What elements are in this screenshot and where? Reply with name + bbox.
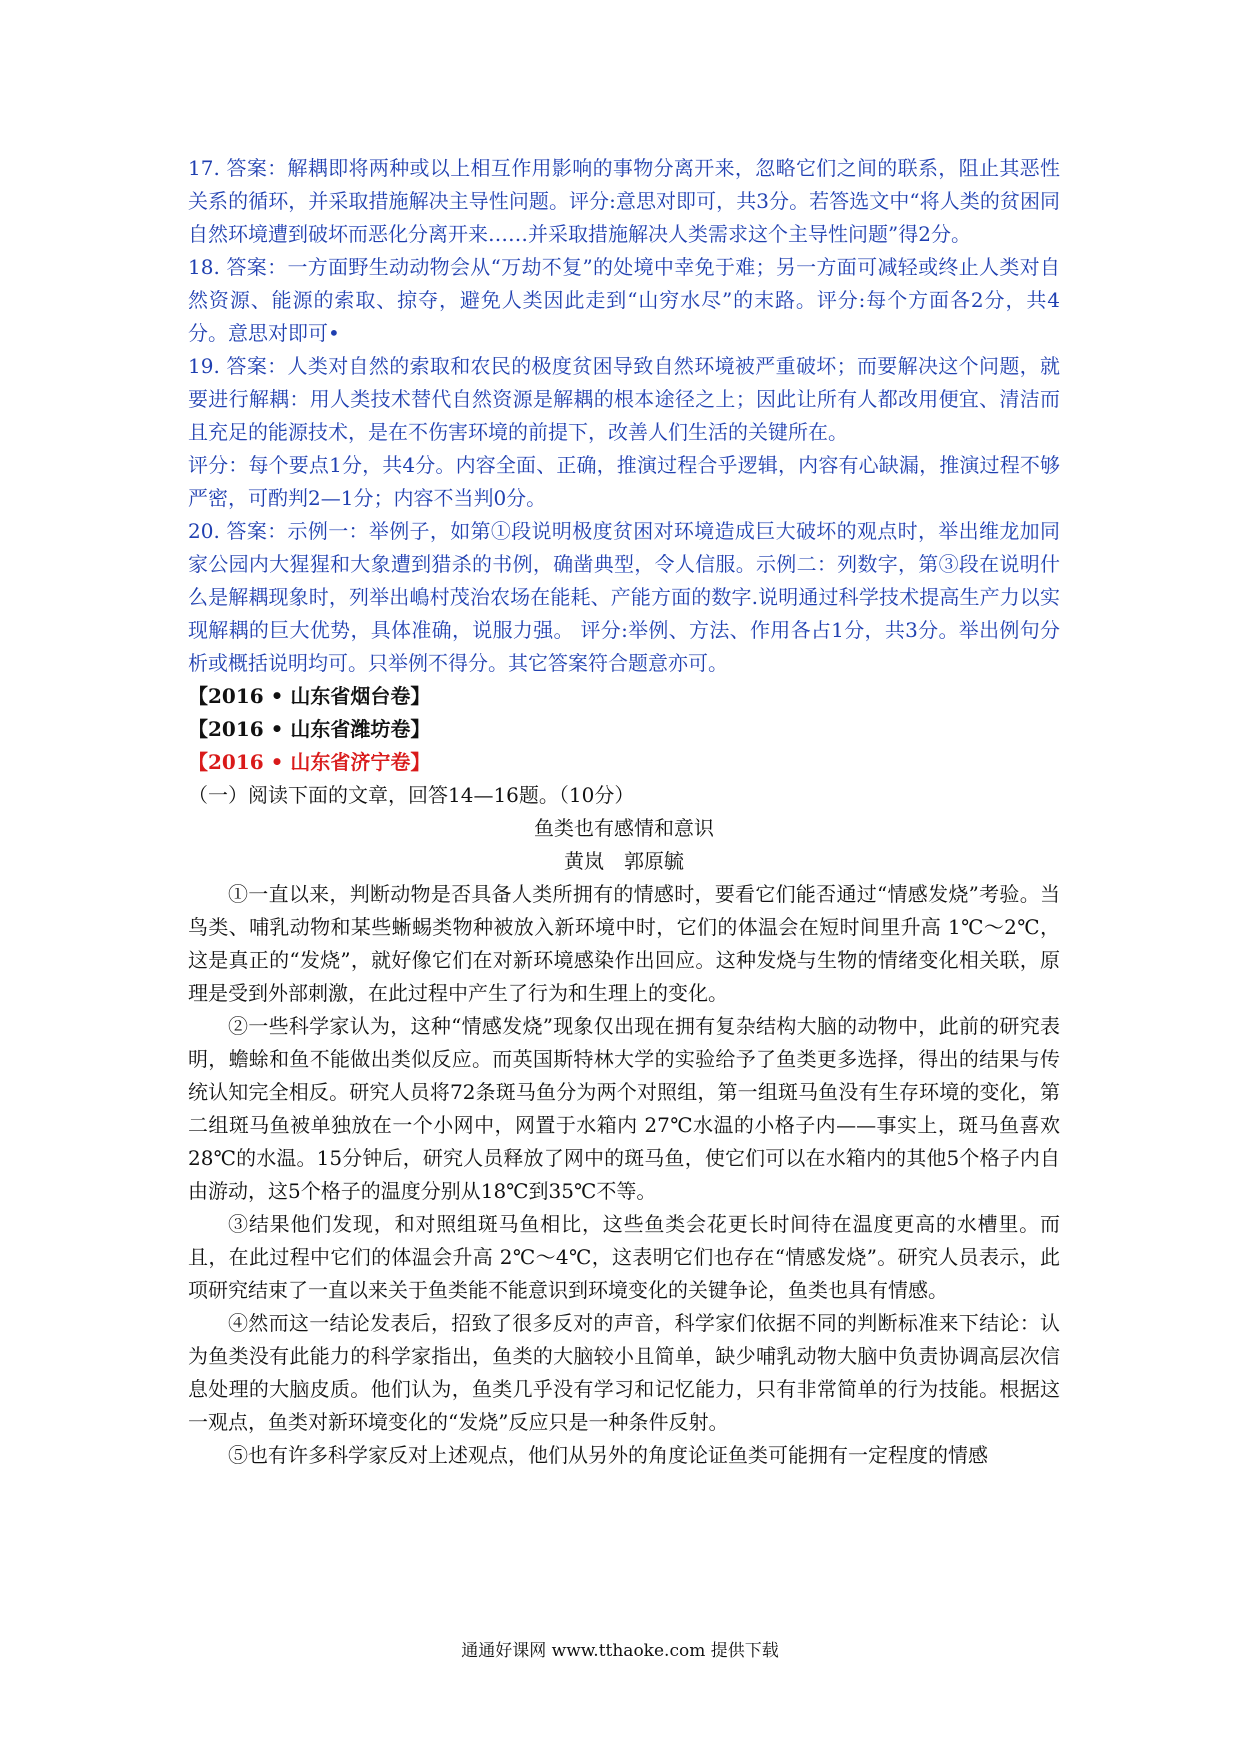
header-jining: 【2016 • 山东省济宁卷】 (188, 750, 431, 774)
answer-19-scoring: 评分：每个要点1分，共4分。内容全面、正确，推演过程合乎逻辑，内容有心缺漏，推演过程不够严密，可酌判2—1分；内容不当判0分。 (188, 453, 1060, 510)
section-instruction: （一）阅读下面的文章，回答14—16题。（10分） (188, 783, 635, 807)
article-paragraph-1: ①一直以来，判断动物是否具备人类所拥有的情感时，要看它们能否通过“情感发烧”考验。当鸟类、哺乳动物和某些蜥蜴类物种被放入新环境中时，它们的体温会在短时间里升高 1℃～2℃，这是真正的“发烧”，就好像它们在对新环境感染作出回应。这种发烧与生物的情绪变化相关联，原理是受到外部刺激，在此过程中产生了行为和生理上的变化。 (188, 882, 1060, 1005)
header-yantai: 【2016 • 山东省烟台卷】 (188, 684, 431, 708)
article-paragraph-4: ④然而这一结论发表后，招致了很多反对的声音，科学家们依据不同的判断标准来下结论：认为鱼类没有此能力的科学家指出，鱼类的大脑较小且简单，缺少哺乳动物大脑中负责协调高层次信息处理的大脑皮质。他们认为，鱼类几乎没有学习和记忆能力，只有非常简单的行为技能。根据这一观点，鱼类对新环境变化的“发烧”反应只是一种条件反射。 (188, 1311, 1060, 1434)
answer-19: 19. 答案：人类对自然的索取和农民的极度贫困导致自然环境被严重破坏；而要解决这个问题，就要进行解耦：用人类技术替代自然资源是解耦的根本途径之上；因此让所有人都改用便宜、清洁而且充足的能源技术，是在不伤害环境的前提下，改善人们生活的关键所在。 (188, 354, 1060, 444)
article-title: 鱼类也有感情和意识 (534, 816, 714, 840)
answer-20: 20. 答案：示例一：举例子，如第①段说明极度贫困对环境造成巨大破坏的观点时，举出维龙加同家公园内大猩猩和大象遭到猎杀的书例，确凿典型，令人信服。示例二：列数字，第③段在说明什么是解耦现象时，列举出嶋村茂治农场在能耗、产能方面的数字.说明通过科学技术提高生产力以实现解耦的巨大优势，具体准确，说服力强。 评分:举例、方法、作用各占1分，共3分。举出例句分析或概括说明均可。只举例不得分。其它答案符合题意亦可。 (188, 519, 1060, 675)
header-weifang: 【2016 • 山东省潍坊卷】 (188, 717, 431, 741)
page-footer: 通通好课网 www.tthaoke.com 提供下载 (461, 1641, 779, 1661)
answer-17: 17. 答案：解耦即将两种或以上相互作用影响的事物分离开来，忽略它们之间的联系，阻止其恶性关系的循环，并采取措施解决主导性问题。评分:意思对即可，共3分。若答选文中“将人类的贫困同自然环境遭到破坏而恶化分离开来……并采取措施解决人类需求这个主导性问题”得2分。 (188, 156, 1060, 246)
article-authors: 黄岚 郭原毓 (564, 849, 684, 873)
answer-18: 18. 答案：一方面野生动动物会从“万劫不复”的处境中幸免于难；另一方面可减轻或终止人类对自然资源、能源的索取、掠夺，避免人类因此走到“山穷水尽”的末路。评分:每个方面各2分，共4分。意思对即可• (188, 255, 1060, 345)
document-page (188, 152, 1060, 1472)
article-paragraph-3: ③结果他们发现，和对照组斑马鱼相比，这些鱼类会花更长时间待在温度更高的水槽里。而且，在此过程中它们的体温会升高 2℃～4℃，这表明它们也存在“情感发烧”。研究人员表示，此项研究结束了一直以来关于鱼类能不能意识到环境变化的关键争论，鱼类也具有情感。 (188, 1212, 1060, 1302)
article-paragraph-5: ⑤也有许多科学家反对上述观点，他们从另外的角度论证鱼类可能拥有一定程度的情感 (228, 1443, 988, 1467)
article-paragraph-2: ②一些科学家认为，这种“情感发烧”现象仅出现在拥有复杂结构大脑的动物中，此前的研究表明，蟾蜍和鱼不能做出类似反应。而英国斯特林大学的实验给予了鱼类更多选择，得出的结果与传统认知完全相反。研究人员将72条斑马鱼分为两个对照组，第一组斑马鱼没有生存环境的变化，第二组斑马鱼被单独放在一个小网中，网置于水箱内 27℃水温的小格子内——事实上，斑马鱼喜欢28℃的水温。15分钟后，研究人员释放了网中的斑马鱼，使它们可以在水箱内的其他5个格子内自由游动，这5个格子的温度分别从18℃到35℃不等。 (188, 1014, 1060, 1203)
